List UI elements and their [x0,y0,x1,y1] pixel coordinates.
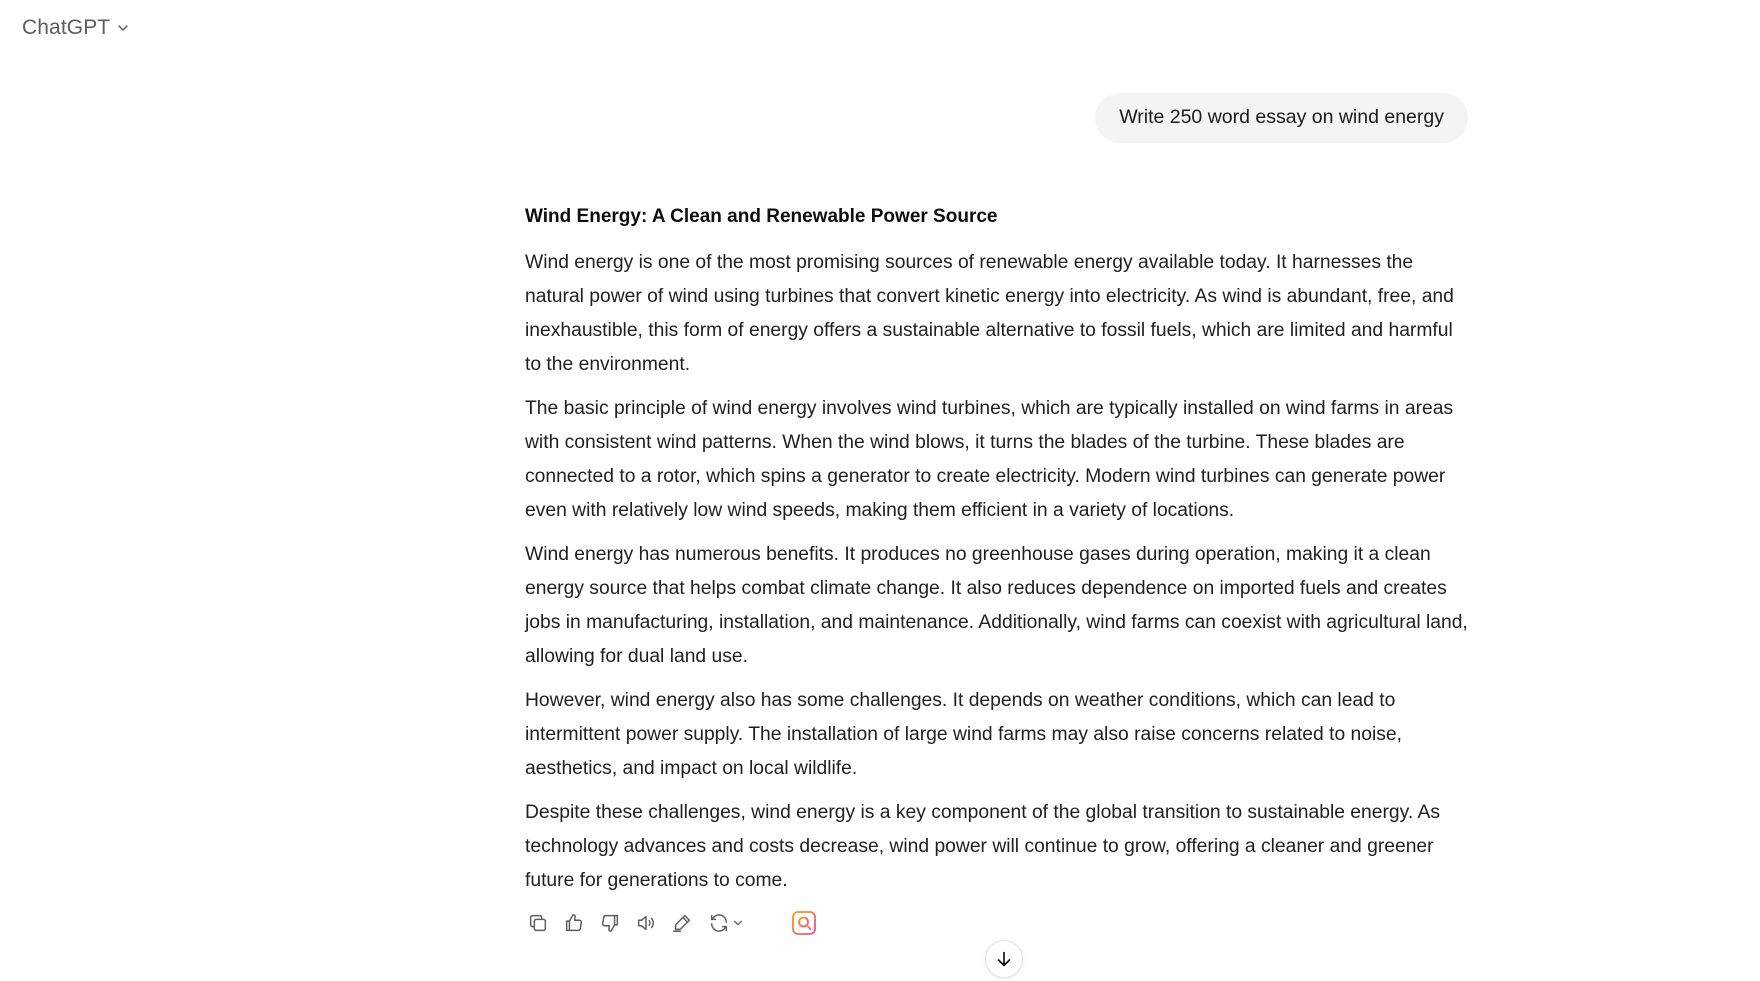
essay-paragraph: Wind energy is one of the most promising sources of renewable energy available today. It harnesses the natural power of wind using turbines that convert kinetic energy into electricity. As wind is abundant, free, and inexhaustible, this form of energy offers a sustainable alternative to fossil fuels, which are limited and harmful to the environment. [525,252,1454,375]
arrow-down-icon [993,948,1015,970]
thumbs-down-button[interactable] [597,910,623,936]
regenerate-button[interactable] [705,910,747,936]
copy-button[interactable] [525,910,551,936]
edit-button[interactable] [669,910,695,936]
search-button[interactable] [791,910,817,936]
assistant-message [525,202,1470,908]
model-switcher[interactable] [18,10,134,46]
chevron-down-icon [116,21,130,35]
message-actions [525,910,817,936]
search-icon [791,910,817,936]
essay-title: Wind Energy: A Clean and Renewable Power Source [525,206,998,227]
user-message-bubble: Write 250 word essay on wind energy [1095,93,1468,143]
model-name: ChatGPT [22,16,111,39]
read-aloud-button[interactable] [633,910,659,936]
regenerate-icon [708,912,730,934]
user-message-row [1095,93,1468,143]
essay-paragraph: However, wind energy also has some challenges. It depends on weather conditions, which can lead to intermittent power supply. The installation of large wind farms may also raise concerns related to noise, aesthetics, and impact on local wildlife. [525,690,1403,779]
essay-paragraph: Despite these challenges, wind energy is a key component of the global transition to sustainable energy. As technology advances and costs decrease, wind power will continue to grow, offering a cleaner and greener future for generations to come. [525,802,1440,891]
essay-paragraph: The basic principle of wind energy involves wind turbines, which are typically installed on wind farms in areas with consistent wind patterns. When the wind blows, it turns the blades of the turbine. These blades are connected to a rotor, which spins a generator to create electricity. Modern wind turbines can generate power even with relatively low wind speeds, making them efficient in a variety of locations. [525,398,1454,521]
edit-icon [671,912,693,934]
essay-paragraph: Wind energy has numerous benefits. It produces no greenhouse gases during operation, making it a clean energy source that helps combat climate change. It also reduces dependence on imported fuels and creates jobs in manufacturing, installation, and maintenance. Additionally, wind farms can coexist with agricultural land, allowing for dual land use. [525,544,1468,667]
thumbs-down-icon [599,912,621,934]
thumbs-up-button[interactable] [561,910,587,936]
chevron-down-icon [732,917,744,929]
scroll-to-bottom-button[interactable] [985,940,1023,978]
read-aloud-icon [635,912,657,934]
copy-icon [527,912,549,934]
thumbs-up-icon [563,912,585,934]
